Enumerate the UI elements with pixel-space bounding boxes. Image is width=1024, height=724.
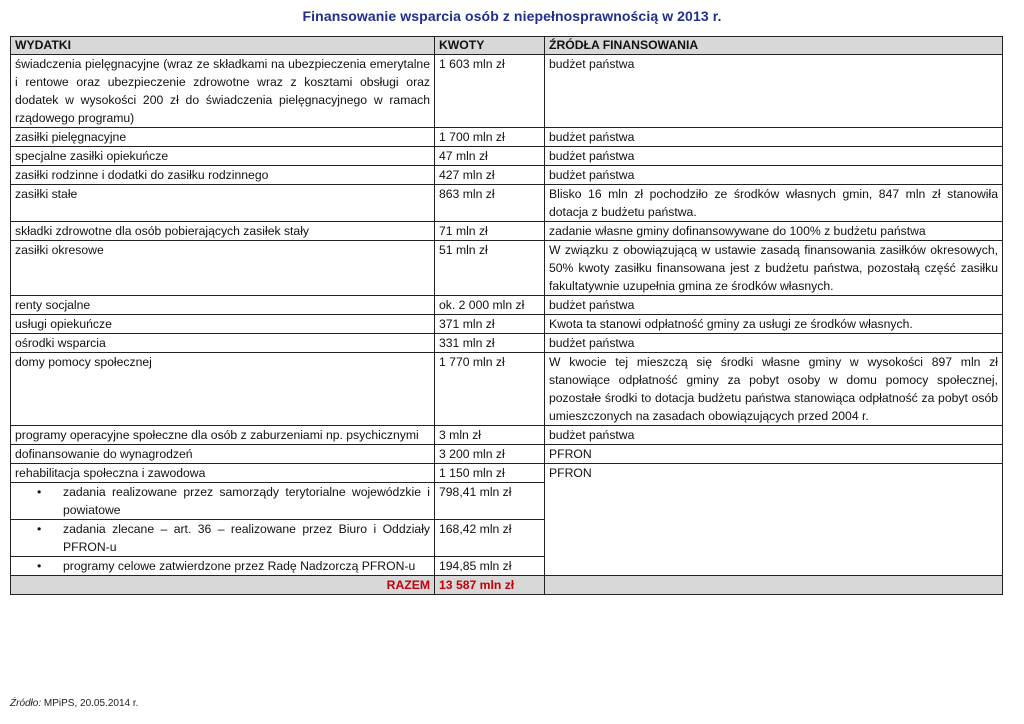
header-wydatki: WYDATKI	[11, 37, 435, 55]
table-row	[11, 315, 1003, 334]
cell-kwota: 3 mln zł	[435, 426, 545, 445]
table-row	[11, 426, 1003, 445]
header-zrodla: ŹRÓDŁA FINANSOWANIA	[545, 37, 1003, 55]
cell-zrodlo: budżet państwa	[545, 166, 1003, 185]
cell-kwota: 371 mln zł	[435, 315, 545, 334]
cell-wydatek: specjalne zasiłki opiekuńcze	[11, 147, 435, 166]
cell-kwota: 863 mln zł	[435, 185, 545, 222]
table-row	[11, 147, 1003, 166]
cell-zrodlo: budżet państwa	[545, 55, 1003, 128]
cell-kwota: 427 mln zł	[435, 166, 545, 185]
cell-wydatek: renty socjalne	[11, 296, 435, 315]
cell-wydatek: składki zdrowotne dla osób pobierających zasiłek stały	[11, 222, 435, 241]
cell-kwota: 194,85 mln zł	[435, 557, 545, 576]
page-title: Finansowanie wsparcia osób z niepełnosprawnością w 2013 r.	[302, 8, 722, 24]
cell-wydatek: zasiłki stałe	[11, 185, 435, 222]
cell-kwota: ok. 2 000 mln zł	[435, 296, 545, 315]
cell-wydatek: ośrodki wsparcia	[11, 334, 435, 353]
subitem-label: zadania zlecane – art. 36 – realizowane przez Biuro i Oddziały PFRON-u	[63, 522, 430, 554]
cell-wydatek: domy pomocy społecznej	[11, 353, 435, 426]
cell-wydatek: usługi opiekuńcze	[11, 315, 435, 334]
source-note	[10, 698, 138, 709]
cell-kwota: 3 200 mln zł	[435, 445, 545, 464]
cell-wydatek: dofinansowanie do wynagrodzeń	[11, 445, 435, 464]
cell-kwota: 331 mln zł	[435, 334, 545, 353]
source-label: Źródło:	[10, 698, 42, 709]
cell-wydatek: programy operacyjne społeczne dla osób z zaburzeniami np. psychicznymi	[11, 426, 435, 445]
cell-kwota: 51 mln zł	[435, 241, 545, 296]
cell-zrodlo: Blisko 16 mln zł pochodziło ze środków własnych gmin, 847 mln zł stanowiła dotacja z budżetu państwa.	[545, 185, 1003, 222]
table-row	[11, 353, 1003, 426]
financing-table	[10, 36, 1003, 595]
cell-zrodlo: budżet państwa	[545, 147, 1003, 166]
cell-wydatek: rehabilitacja społeczna i zawodowa	[11, 464, 435, 483]
cell-subitem	[11, 483, 435, 520]
cell-wydatek: zasiłki okresowe	[11, 241, 435, 296]
table-row	[11, 222, 1003, 241]
cell-zrodlo: budżet państwa	[545, 426, 1003, 445]
cell-kwota: 71 mln zł	[435, 222, 545, 241]
header-kwoty: KWOTY	[435, 37, 545, 55]
total-label: RAZEM	[11, 576, 435, 595]
cell-subitem	[11, 557, 435, 576]
table-row	[11, 334, 1003, 353]
cell-kwota: 47 mln zł	[435, 147, 545, 166]
table-row	[11, 128, 1003, 147]
total-value: 13 587 mln zł	[435, 576, 545, 595]
cell-wydatek: zasiłki rodzinne i dodatki do zasiłku rodzinnego	[11, 166, 435, 185]
bullet-icon: •	[37, 485, 42, 499]
table-row	[11, 241, 1003, 296]
cell-zrodlo: PFRON	[545, 464, 1003, 576]
source-text: MPiPS, 20.05.2014 r.	[43, 698, 139, 709]
table-row-rehab	[11, 464, 1003, 483]
cell-wydatek: zasiłki pielęgnacyjne	[11, 128, 435, 147]
cell-zrodlo: W związku z obowiązującą w ustawie zasadą finansowania zasiłków okresowych, 50% kwoty zasiłku finansowana jest z budżetu państwa, pozostałą część zasiłku fakultatywnie uzupełnia gmina ze środków własnych.	[545, 241, 1003, 296]
cell-kwota: 798,41 mln zł	[435, 483, 545, 520]
table-row	[11, 185, 1003, 222]
total-row	[11, 576, 1003, 595]
cell-kwota: 168,42 mln zł	[435, 520, 545, 557]
subitem-label: programy celowe zatwierdzone przez Radę Nadzorczą PFRON-u	[63, 559, 416, 573]
subitem-label: zadania realizowane przez samorządy terytorialne wojewódzkie i powiatowe	[63, 485, 430, 517]
cell-zrodlo: Kwota ta stanowi odpłatność gminy za usługi ze środków własnych.	[545, 315, 1003, 334]
bullet-icon: •	[37, 559, 42, 573]
cell-zrodlo: zadanie własne gminy dofinansowywane do 100% z budżetu państwa	[545, 222, 1003, 241]
cell-wydatek: świadczenia pielęgnacyjne (wraz ze składkami na ubezpieczenia emerytalne i rentowe oraz ubezpieczenie zdrowotne wraz z kosztami obsługi oraz dodatek w wysokości 200 zł do świadczenia pielęgnacyjnego w ramach rządowego programu)	[11, 55, 435, 128]
cell-zrodlo: W kwocie tej mieszczą się środki własne gminy w wysokości 897 mln zł stanowiące odpłatność gminy za pobyt osoby w domu pomocy społecznej, pozostałe środki to dotacja budżetu państwa stanowiąca odpłatność za pobyt osób umieszczonych na zasadach obowiązujących przed 2004 r.	[545, 353, 1003, 426]
table-row	[11, 296, 1003, 315]
total-empty-cell	[545, 576, 1003, 595]
table-header-row	[11, 37, 1003, 55]
cell-zrodlo: budżet państwa	[545, 334, 1003, 353]
cell-kwota: 1 150 mln zł	[435, 464, 545, 483]
cell-zrodlo: budżet państwa	[545, 128, 1003, 147]
cell-subitem	[11, 520, 435, 557]
cell-zrodlo: budżet państwa	[545, 296, 1003, 315]
bullet-icon: •	[37, 522, 42, 536]
cell-kwota: 1 700 mln zł	[435, 128, 545, 147]
cell-kwota: 1 770 mln zł	[435, 353, 545, 426]
table-row	[11, 166, 1003, 185]
cell-zrodlo: PFRON	[545, 445, 1003, 464]
table-row	[11, 445, 1003, 464]
cell-kwota: 1 603 mln zł	[435, 55, 545, 128]
table-row	[11, 55, 1003, 128]
